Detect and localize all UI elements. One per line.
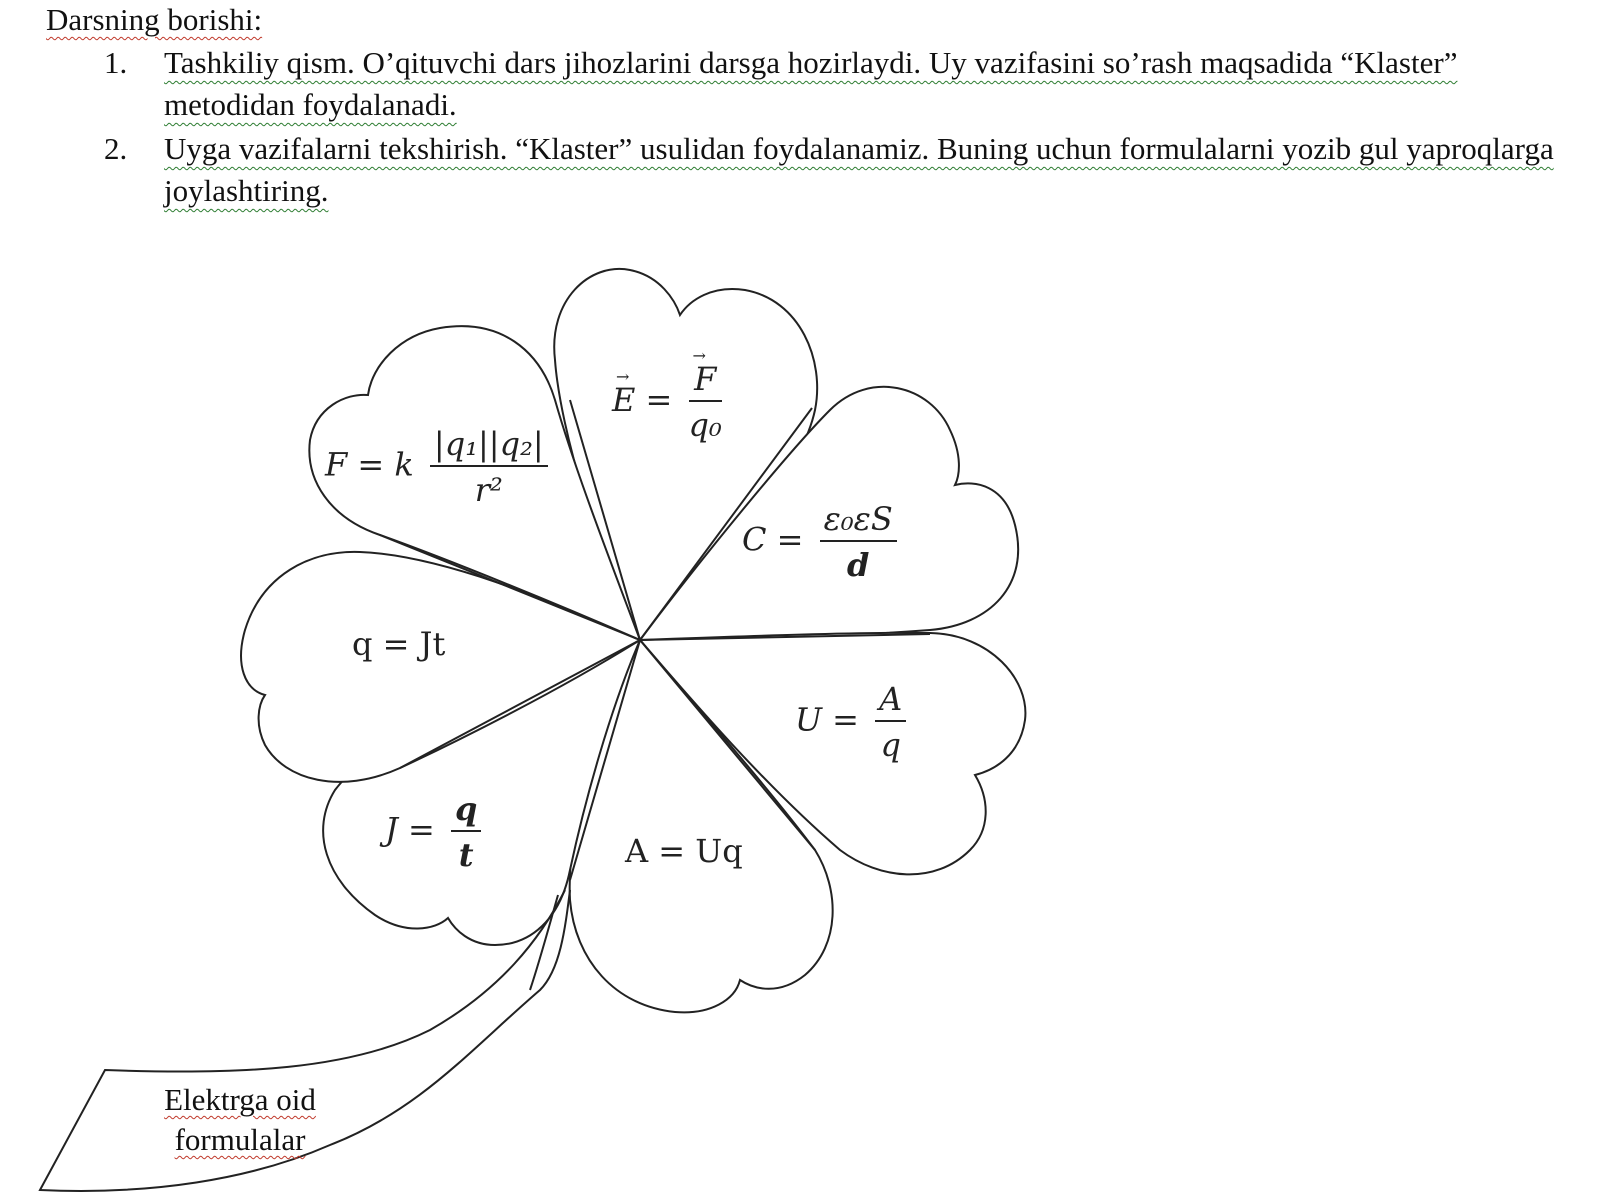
formula-coulomb [325, 425, 548, 509]
stem-label-line: Elektrga oid [164, 1082, 316, 1117]
formula-current [385, 790, 481, 874]
fraction [451, 790, 481, 874]
list-item-number: 2. [104, 131, 128, 166]
formula-field [612, 360, 722, 444]
formula-lhs: C = [742, 520, 804, 559]
list-item-number: 1. [104, 45, 128, 80]
formula-charge: q = Jt [352, 625, 446, 663]
formula-work: A = Uq [625, 832, 743, 870]
denominator: r² [474, 471, 503, 509]
fraction [430, 425, 548, 509]
formula-lhs: → E [612, 381, 635, 419]
stem-label [130, 1080, 350, 1160]
numerator: |q₁||q₂| [430, 425, 548, 467]
fraction [875, 680, 906, 764]
numerator: ε₀εS [820, 500, 897, 542]
fraction [820, 500, 897, 584]
numerator: q [451, 790, 481, 832]
list-item-text: Uyga vazifalarni tekshirish. “Klaster” usulidan foydalanamiz. Buning uchun formulalarni yozib gul yaproqlarga joylashtiring. [164, 131, 1554, 208]
formula-capacitance [742, 500, 897, 584]
equals-sign: = [645, 380, 673, 419]
numerator: → F [689, 360, 722, 402]
denominator: q₀ [688, 406, 722, 444]
list-item-text: Tashkiliy qism. O’qituvchi dars jihozlarini darsga hozirlaydi. Uy vazifasini so’rash maqsadida “Klaster” metodidan foydalanadi. [164, 45, 1458, 122]
formula-lhs: J = [385, 810, 435, 849]
formula-lhs: F = k [325, 445, 414, 484]
formula-voltage [795, 680, 906, 764]
denominator: t [458, 836, 474, 874]
formula-lhs: U = [795, 700, 859, 739]
denominator: q [880, 726, 901, 764]
denominator: d [847, 546, 870, 584]
stem-label-line: formulalar [174, 1122, 306, 1157]
fraction [689, 360, 722, 444]
numerator: A [875, 680, 906, 722]
section-heading: Darsning borishi: [46, 2, 263, 37]
